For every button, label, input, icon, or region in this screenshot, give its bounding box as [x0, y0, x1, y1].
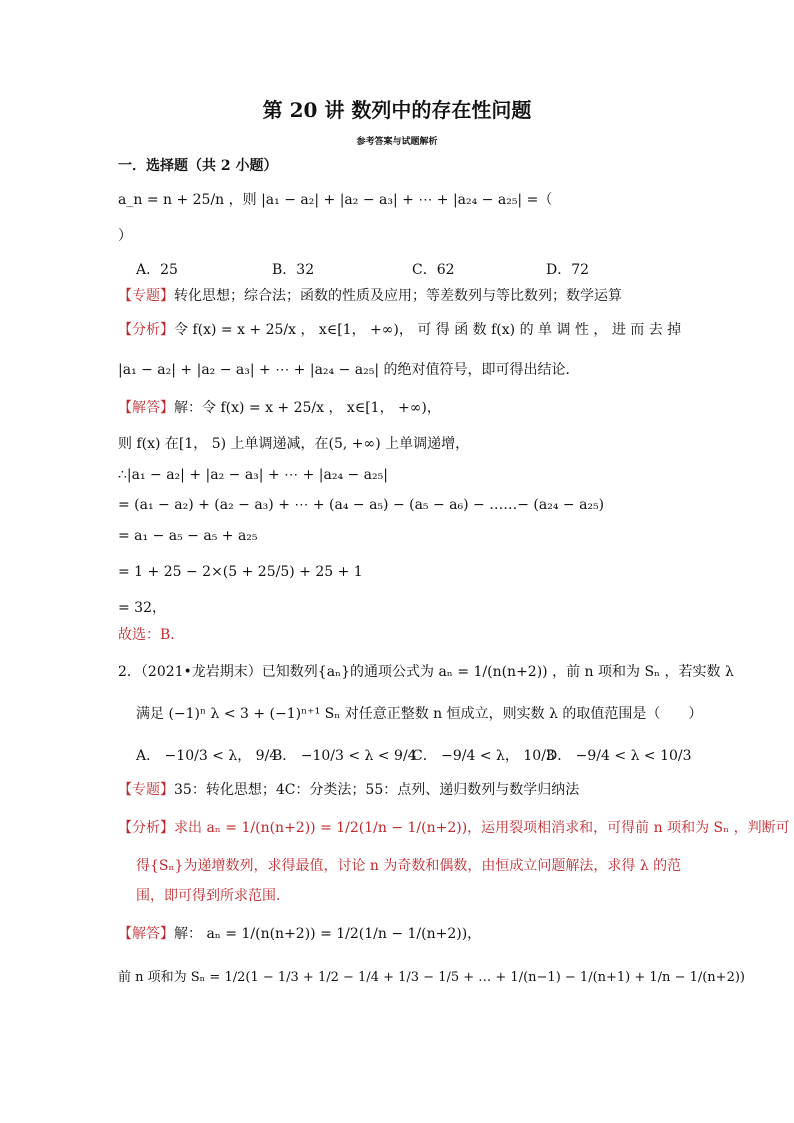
q2-option-c[interactable]: C． −9/4 < λ， 10/3: [412, 748, 555, 764]
q1-step-2: ∴|a₁ − a₂| + |a₂ − a₃| + ⋯ + |a₂₄ − a₂₅|: [118, 467, 388, 483]
q1-step-4: = a₁ − a₅ − a₅ + a₂₅: [118, 528, 258, 544]
q1-option-a[interactable]: A．25: [136, 262, 178, 278]
q2-stem-line1: 2．（2021•龙岩期末）已知数列{aₙ}的通项公式为 aₙ = 1/(n(n+2)) ，前 n 项和为 Sₙ ，若实数 λ: [118, 664, 734, 680]
q1-step-3: = (a₁ − a₂) + (a₂ − a₃) + ⋯ + (a₄ − a₅) − (a₅ − a₆) − ……− (a₂₄ − a₂₅): [118, 497, 605, 513]
q1-analysis-line1: [118, 322, 681, 339]
q2-analysis-line3: 围，即可得到所求范围．: [136, 888, 290, 904]
q1-step-6: = 32，: [118, 600, 166, 616]
q1-option-c[interactable]: C．62: [412, 262, 455, 278]
q2-analysis-tag: 【分析】: [118, 820, 174, 836]
q1-option-b[interactable]: B．32: [272, 262, 315, 278]
q1-stem-text: a_n = n + 25/n ，则 |a₁ − a₂| + |a₂ − a₃| + ⋯ + |a₂₄ − a₂₅| =（: [118, 192, 553, 208]
q1-answer-tag: 【解答】: [118, 400, 174, 416]
q2-analysis-text1: 求出 aₙ = 1/(n(n+2)) = 1/2(1/n − 1/(n+2))，运用裂项相消求和，可得前 n 项和为 Sₙ ，判断可: [174, 820, 790, 836]
q1-analysis-tag: 【分析】: [118, 322, 174, 338]
q1-topic: [118, 288, 622, 305]
page-subtitle: 参考答案与试题解析: [356, 137, 438, 147]
q2-topic-text: 35：转化思想；4C：分类法；55：点列、递归数列与数学归纳法: [174, 782, 580, 798]
q1-topic-tag: 【专题】: [118, 288, 174, 304]
q2-option-b[interactable]: B． −10/3 < λ < 9/4: [272, 748, 417, 764]
q1-topic-text: 转化思想；综合法；函数的性质及应用；等差数列与等比数列；数学运算: [174, 288, 622, 304]
q2-stem-line2: 满足 (−1)ⁿ λ < 3 + (−1)ⁿ⁺¹ Sₙ 对任意正整数 n 恒成立，则实数 λ 的取值范围是（ ）: [136, 706, 703, 722]
q1-option-d[interactable]: D．72: [546, 262, 590, 278]
q2-answer-line2: 前 n 项和为 Sₙ = 1/2(1 − 1/3 + 1/2 − 1/4 + 1/3 − 1/5 + … + 1/(n−1) − 1/(n+1) + 1/n − 1/(n+2)): [118, 970, 745, 985]
q2-analysis-line2: 得{Sₙ}为递增数列，求得最值，讨论 n 为奇数和偶数，由恒成立问题解法，求得 λ 的范: [136, 858, 682, 874]
page-title: 第 20 讲 数列中的存在性问题: [262, 98, 532, 122]
q1-step-5: = 1 + 25 − 2×(5 + 25/5) + 25 + 1: [118, 564, 363, 580]
q1-step-1: 则 f(x) 在[1， 5) 上单调递减，在(5, +∞) 上单调递增，: [118, 436, 470, 452]
q1-analysis-text1: 令 f(x) = x + 25/x ， x∈[1， +∞)， 可 得 函 数 f(x) 的 单 调 性 ， 进 而 去 掉: [174, 322, 682, 338]
q2-answer-tag: 【解答】: [118, 926, 174, 942]
q2-topic: [118, 782, 579, 799]
q1-stem-line1: [118, 192, 552, 209]
q1-stem-line2: ）: [118, 228, 132, 244]
section-heading: 一．选择题（共 2 小题）: [118, 158, 278, 174]
q2-topic-tag: 【专题】: [118, 782, 174, 798]
q2-answer-line1: [118, 926, 481, 943]
q2-answer-text1: 解： aₙ = 1/(n(n+2)) = 1/2(1/n − 1/(n+2))，: [174, 926, 482, 942]
q2-option-d[interactable]: D． −9/4 < λ < 10/3: [546, 748, 692, 764]
q2-analysis-line1: [118, 820, 790, 837]
q1-conclusion: 故选：B．: [118, 627, 185, 643]
q1-answer-line1: [118, 400, 441, 417]
q2-option-a[interactable]: A． −10/3 < λ， 9/4: [136, 748, 279, 764]
q1-analysis-line2: |a₁ − a₂| + |a₂ − a₃| + ⋯ + |a₂₄ − a₂₅| 的绝对值符号，即可得出结论．: [118, 362, 580, 378]
q1-answer-text1: 解：令 f(x) = x + 25/x ， x∈[1， +∞)，: [174, 400, 441, 416]
